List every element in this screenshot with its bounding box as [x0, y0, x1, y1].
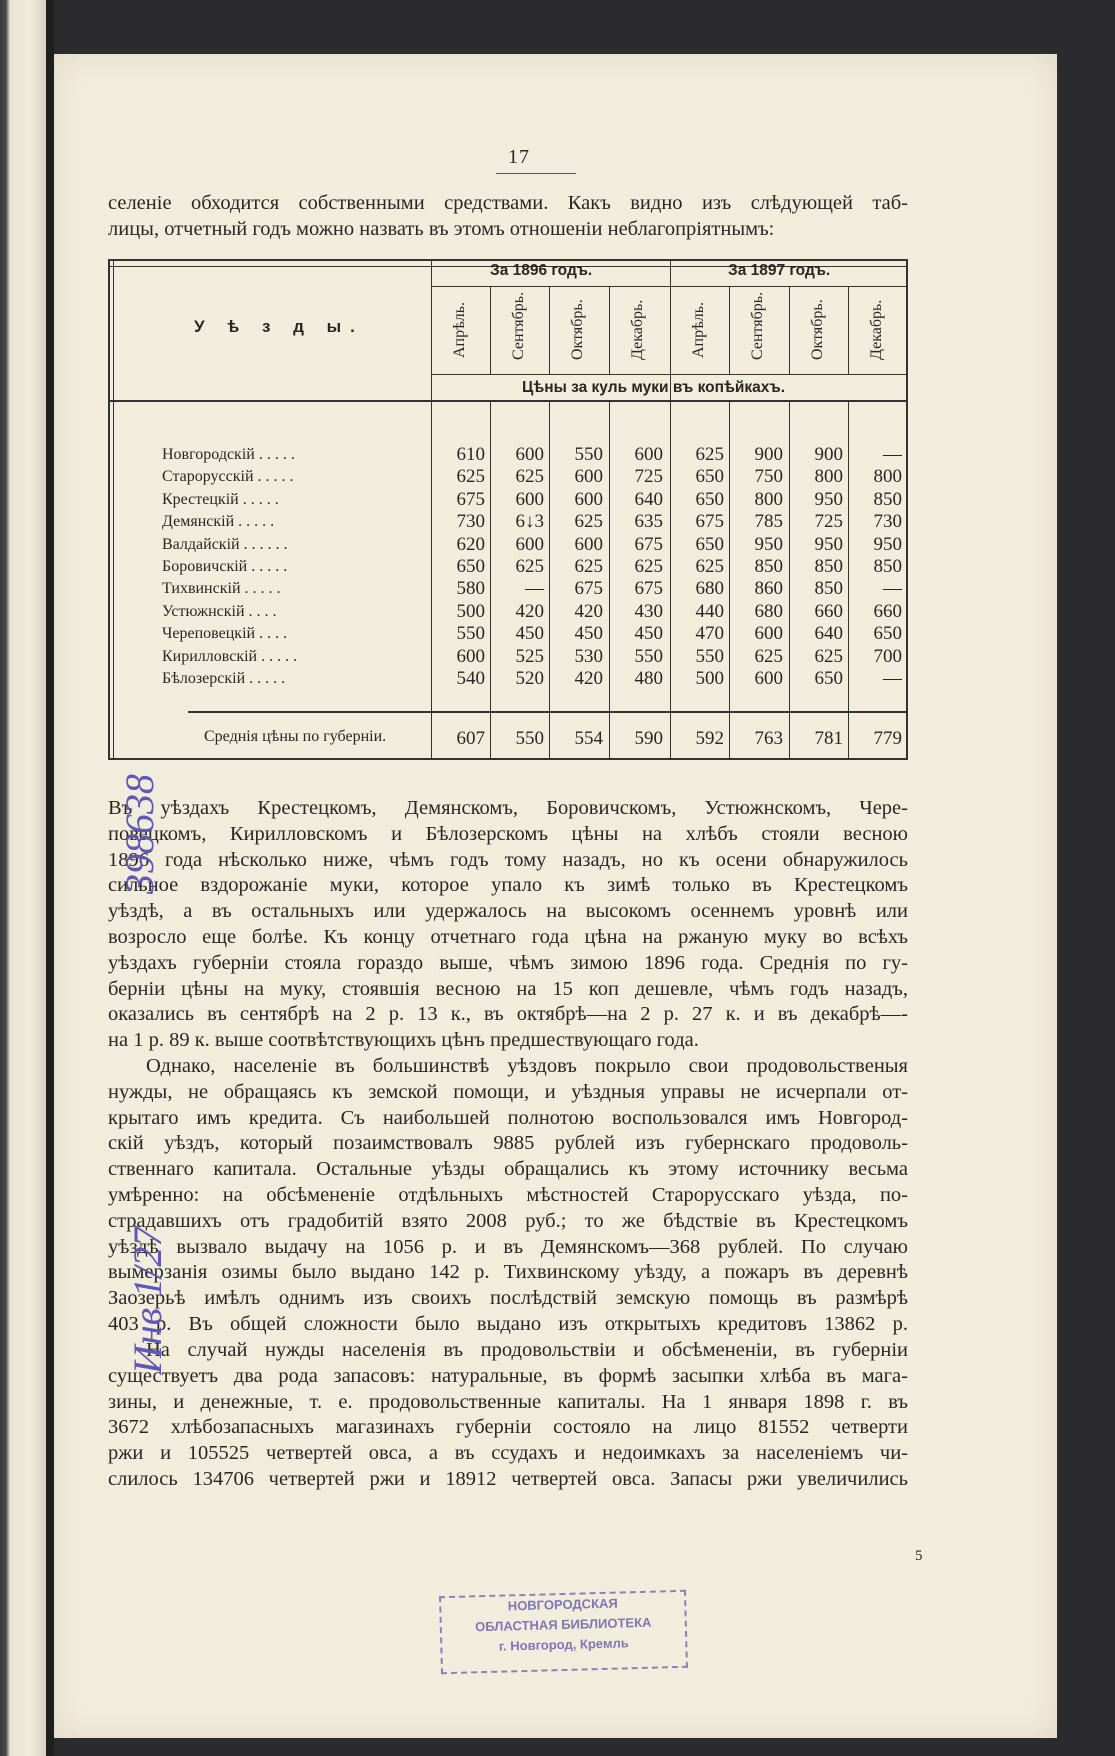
- table-cell: 6↓3: [515, 511, 544, 533]
- text-line: зины, и денежные, т. е. продовольственные капиталы. На 1 января 1898 г. въ: [108, 1390, 908, 1413]
- row-district-name: Крестецкій . . . . .: [162, 490, 279, 508]
- text-line: Въ уѣздахъ Крестецкомъ, Демянскомъ, Боровичскомъ, Устюжнскомъ, Чере-: [108, 797, 908, 819]
- page-number: 17: [508, 146, 530, 168]
- table-cell: 680: [695, 578, 724, 600]
- text-line: 403 р. Въ общей сложности было выдано изъ открытыхъ кредитовъ 13862 р.: [108, 1312, 908, 1335]
- stamp-line: г. Новгород, Кремль: [498, 1635, 629, 1654]
- text-line: сильное вздорожаніе муки, которое упало къ зимѣ только въ Крестецкомъ: [108, 874, 908, 897]
- data-col-rule: [848, 402, 849, 760]
- table-cell: 675: [574, 578, 603, 600]
- table-cell: 610: [456, 444, 485, 465]
- table-cell: 675: [695, 511, 724, 533]
- table-cell: 625: [814, 645, 843, 667]
- table-cell: 625: [695, 556, 724, 577]
- row-district-name: Тихвинскій . . . . .: [162, 580, 281, 598]
- table-cell: 650: [695, 488, 724, 510]
- table-cell: 525: [515, 645, 544, 667]
- month-col-rule: [549, 286, 550, 374]
- table-cell: 420: [574, 600, 603, 622]
- table-cell: 420: [515, 600, 544, 622]
- text-line: на 1 р. 89 к. выше соотвѣтствующихъ цѣнъ предшествующаго года.: [108, 1029, 699, 1052]
- text-line: вымерзанія озимы было выдано 142 р. Тихвинскому уѣзду, а пожаръ въ деревнѣ: [108, 1261, 908, 1284]
- paragraph-1: [108, 796, 908, 1054]
- month-col-rule: [789, 286, 790, 374]
- library-stamp: [439, 1590, 688, 1674]
- units-subheader: Цѣны за куль муки въ копѣйкахъ.: [522, 379, 786, 396]
- pencil-inventory-number: 398638: [117, 774, 162, 894]
- row-district-name: Демянскій . . . . .: [162, 513, 275, 531]
- month-header: Сентябрь.: [748, 291, 766, 360]
- text-line: оказались въ сентябрѣ на 2 р. 13 к., въ октябрѣ—на 2 р. 27 к. и въ декабрѣ—-: [108, 1003, 908, 1026]
- average-cell: 763: [754, 728, 783, 749]
- year-1896-header: За 1896 годъ.: [490, 262, 593, 279]
- book-spine: [0, 0, 46, 1756]
- stamp-line: ОБЛАСТНАЯ БИБЛИОТЕКА: [474, 1614, 652, 1635]
- row-district-name: Устюжнскій . . . .: [162, 602, 277, 620]
- table-cell: 625: [574, 556, 603, 577]
- signature-mark: 5: [915, 1548, 923, 1564]
- table-cell: 675: [456, 488, 485, 510]
- table-cell: 625: [754, 645, 783, 667]
- stamp-line: НОВГОРОДСКАЯ: [507, 1595, 618, 1614]
- table-cell: 800: [814, 466, 843, 488]
- data-col-rule: [670, 402, 671, 760]
- table-cell: 860: [754, 578, 783, 600]
- text-line: селеніе обходится собственными средствами. Какъ видно изъ слѣдующей таб-: [108, 192, 908, 214]
- text-line: уѣздахъ губерніи стояла гораздо выше, чѣмъ зимою 1896 года. Среднія по гу-: [108, 951, 908, 974]
- table-cell: —: [883, 578, 902, 600]
- table-cell: 600: [456, 645, 485, 667]
- table-cell: 640: [634, 488, 663, 510]
- table-cell: 600: [754, 623, 783, 645]
- table-cell: 730: [456, 511, 485, 533]
- table-cell: 625: [515, 466, 544, 488]
- average-cell: 607: [456, 728, 485, 749]
- month-col-rule: [490, 286, 491, 374]
- table-cell: 650: [814, 668, 843, 689]
- table-cell: 600: [634, 444, 663, 465]
- month-header: Декабрь.: [628, 299, 646, 360]
- row-district-name: Валдайскій . . . . . .: [162, 535, 288, 553]
- average-cell: 590: [634, 728, 663, 749]
- totals-rule: [188, 711, 908, 713]
- table-cell: 450: [515, 623, 544, 645]
- text-line: крытаго имъ кредита. Съ наибольшей полнотою воспользовался имъ Новгород-: [108, 1106, 908, 1129]
- table-cell: 640: [814, 623, 843, 645]
- year-1897-header: За 1897 годъ.: [728, 262, 831, 279]
- paragraph-2: [108, 1054, 908, 1338]
- text-line: берніи цѣны на муку, стоявшія весною на 15 коп дешевле, чѣмъ годъ назадъ,: [108, 977, 908, 1000]
- table-cell: 620: [456, 533, 485, 555]
- table-cell: 450: [574, 623, 603, 645]
- page-number-rule: [496, 173, 576, 174]
- table-cell: 600: [754, 668, 783, 689]
- text-line: На случай нужды населенія въ продовольствіи и обсѣмененіи, въ губерніи: [146, 1339, 908, 1361]
- table-cell: 530: [574, 645, 603, 667]
- average-cell: 554: [574, 728, 603, 749]
- text-line: 3672 хлѣбозапасныхъ магазинахъ губерніи состояло на лицо 81552 четверти: [108, 1416, 908, 1439]
- data-col-rule: [789, 402, 790, 760]
- table-cell: 650: [695, 466, 724, 488]
- row-district-name: Старорусскій . . . . .: [162, 468, 294, 486]
- table-cell: 625: [515, 556, 544, 577]
- month-header: Октябрь.: [568, 299, 586, 360]
- intro-paragraph: [108, 191, 908, 243]
- table-cell: 900: [814, 444, 843, 465]
- text-line: слилось 134706 четвертей ржи и 18912 четвертей овса. Запасы ржи увеличились: [108, 1467, 908, 1490]
- table-cell: 650: [873, 623, 902, 645]
- table-cell: 950: [754, 533, 783, 555]
- text-line: ржи и 105525 четвертей овса, а въ ссудахъ и недоимкахъ за населеніемъ чи-: [108, 1442, 908, 1465]
- text-line: повецкомъ, Кирилловскомъ и Бѣлозерскомъ цѣны на хлѣбъ стояли весною: [108, 822, 908, 845]
- data-col-rule: [549, 402, 550, 760]
- table-cell: 750: [754, 466, 783, 488]
- average-cell: 781: [814, 728, 843, 749]
- table-cell: 850: [814, 578, 843, 600]
- table-cell: 850: [754, 556, 783, 577]
- table-cell: 725: [634, 466, 663, 488]
- month-header: Сентябрь.: [509, 291, 527, 360]
- table-cell: 625: [695, 444, 724, 465]
- table-cell: 450: [634, 623, 663, 645]
- table-cell: —: [883, 668, 902, 689]
- table-cell: 500: [695, 668, 724, 689]
- row-district-name: Бѣлозерскій . . . . .: [162, 670, 286, 687]
- header-bottom-rule: [108, 400, 908, 402]
- table-cell: —: [525, 578, 544, 600]
- table-cell: 850: [873, 556, 902, 577]
- table-cell: 650: [456, 556, 485, 577]
- month-header: Октябрь.: [808, 299, 826, 360]
- row-district-name: Новгородскій . . . . .: [162, 446, 295, 463]
- year-header-rule: [431, 286, 908, 287]
- table-cell: 950: [814, 533, 843, 555]
- table-cell: 420: [574, 668, 603, 689]
- table-cell: 700: [873, 645, 902, 667]
- table-cell: 550: [574, 444, 603, 465]
- data-col-rule: [729, 402, 730, 760]
- table-cell: 500: [456, 600, 485, 622]
- table-cell: 660: [814, 600, 843, 622]
- text-line: ственнаго капитала. Остальные уѣзды обращались къ этому источнику весьма: [108, 1158, 908, 1181]
- uezdy-header: У ѣ з д ы.: [194, 317, 364, 336]
- table-cell: 675: [634, 578, 663, 600]
- table-cell: 550: [634, 645, 663, 667]
- row-district-name: Кирилловскій . . . . .: [162, 647, 298, 665]
- table-cell: 430: [634, 600, 663, 622]
- table-cell: 950: [873, 533, 902, 555]
- text-line: лицы, отчетный годъ можно назвать въ этомъ отношеніи неблагопріятнымъ:: [108, 217, 775, 240]
- row-district-name: Боровичскій . . . . .: [162, 558, 288, 575]
- table-cell: 850: [873, 488, 902, 510]
- table-inner-left-rule: [113, 259, 114, 760]
- table-cell: 900: [754, 444, 783, 465]
- table-cell: 600: [574, 488, 603, 510]
- data-col-rule: [490, 402, 491, 760]
- table-cell: 580: [456, 578, 485, 600]
- text-line: уѣздѣ, а въ остальныхъ или удержалось на высокомъ осеннемъ уровнѣ или: [108, 900, 908, 923]
- table-cell: 675: [634, 533, 663, 555]
- table-cell: 520: [515, 668, 544, 689]
- text-line: страдавшихъ отъ градобитій взято 2008 руб.; то же бѣдствіе въ Крестецкомъ: [108, 1209, 908, 1232]
- table-cell: 660: [873, 600, 902, 622]
- row-district-name: Череповецкій . . . .: [162, 625, 288, 643]
- table-cell: 480: [634, 668, 663, 689]
- table-cell: 600: [574, 466, 603, 488]
- text-line: возросло еще болѣе. Къ концу отчетнаго года цѣна на ржаную муку во всѣхъ: [108, 925, 908, 948]
- text-line: нужды, не обращаясь къ земской помощи, и уѣздныя управы не исчерпали от-: [108, 1080, 908, 1103]
- table-cell: 785: [754, 511, 783, 533]
- table-cell: 600: [515, 488, 544, 510]
- text-line: Однако, населеніе въ большинствѣ уѣздовъ покрыло свои продовольственыя: [146, 1055, 908, 1077]
- month-col-rule: [848, 286, 849, 374]
- table-cell: 730: [873, 511, 902, 533]
- table-cell: 725: [814, 511, 843, 533]
- table-cell: 680: [754, 600, 783, 622]
- data-col-rule: [609, 402, 610, 760]
- table-cell: 540: [456, 668, 485, 689]
- month-header: Апрѣль.: [450, 301, 468, 359]
- average-prices-label: Среднія цѣны по губерніи.: [204, 728, 387, 745]
- table-cell: 635: [634, 511, 663, 533]
- average-cell: 592: [695, 728, 724, 749]
- table-cell: 800: [873, 466, 902, 488]
- average-cell: 550: [515, 728, 544, 749]
- page: [54, 54, 1057, 1738]
- text-line: существуетъ два рода запасовъ: натуральные, въ формѣ засыпки хлѣба въ мага-: [108, 1364, 908, 1387]
- table-cell: 470: [695, 623, 724, 645]
- table-col-rule: [431, 261, 432, 760]
- text-line: Заозерьѣ имѣлъ однимъ изъ своихъ послѣдствій земскую помощь въ размѣрѣ: [108, 1287, 908, 1310]
- month-col-rule: [609, 286, 610, 374]
- text-line: уѣздѣ вызвало выдачу на 1056 р. и въ Демянскомъ—368 рублей. По случаю: [108, 1235, 908, 1258]
- table-cell: 650: [695, 533, 724, 555]
- table-cell: 600: [515, 444, 544, 465]
- table-cell: 550: [695, 645, 724, 667]
- text-line: умѣренно: на обсѣмененіе отдѣльныхъ мѣстностей Старорусскаго уѣзда, по-: [108, 1183, 908, 1206]
- month-col-rule: [729, 286, 730, 374]
- pencil-inventory-mark: Инв 1/27: [125, 1226, 170, 1374]
- text-line: скій уѣздъ, который позаимствовалъ 9885 рублей изъ губернскаго продоволь-: [108, 1132, 908, 1155]
- table-cell: 550: [456, 623, 485, 645]
- table-cell: 850: [814, 556, 843, 577]
- month-header: Декабрь.: [867, 299, 885, 360]
- table-cell: 440: [695, 600, 724, 622]
- spine-gutter: [46, 0, 54, 1756]
- month-header: Апрѣль.: [689, 301, 707, 359]
- paragraph-3: [108, 1338, 908, 1493]
- table-cell: 625: [574, 511, 603, 533]
- table-cell: 800: [754, 488, 783, 510]
- table-cell: 950: [814, 488, 843, 510]
- table-cell: 600: [574, 533, 603, 555]
- table-cell: —: [883, 444, 902, 465]
- months-rule: [431, 374, 908, 375]
- table-cell: 600: [515, 533, 544, 555]
- average-cell: 779: [873, 728, 902, 749]
- table-cell: 625: [634, 556, 663, 577]
- table-cell: 625: [456, 466, 485, 488]
- text-line: 1896 года нѣсколько ниже, чѣмъ годъ тому назадъ, но къ осени обнаружилось: [108, 848, 908, 871]
